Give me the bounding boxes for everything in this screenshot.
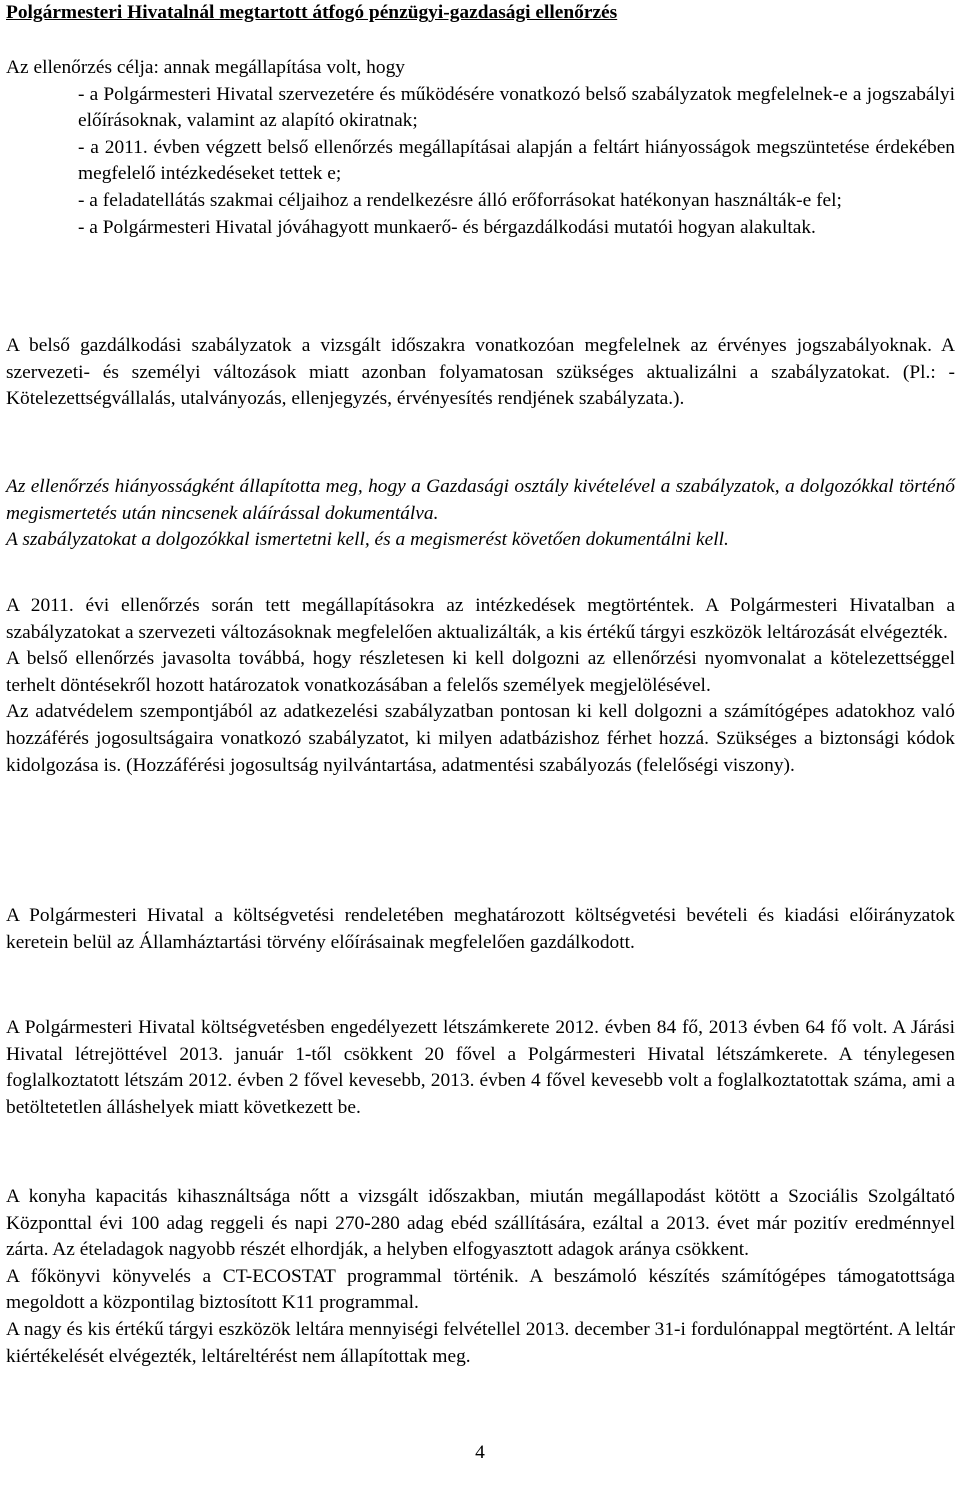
page-title: Polgármesteri Hivatalnál megtartott átfogó pénzügyi-gazdasági ellenőrzés (6, 2, 618, 23)
audit-goal-intro: Az ellenőrzés célja: annak megállapítása volt, hogy (6, 57, 405, 78)
section-headcount (6, 1015, 955, 1121)
audit-goal-item: - a Polgármesteri Hivatal jóváhagyott munkaerő- és bérgazdálkodási mutatói hogyan alakultak. (78, 216, 816, 238)
audit-goal-item: - a feladatellátás szakmai céljaihoz a rendelkezésre álló erőforrásokat hatékonyan használták-e fel; (78, 189, 842, 211)
section-budget (6, 903, 955, 956)
section-kitchen (6, 1184, 955, 1370)
section-findings (6, 474, 955, 554)
paragraph: A Polgármesteri Hivatal költségvetésben engedélyezett létszámkerete 2012. évben 84 fő, 2013 évben 64 fő volt. A Járási Hivatal létrejöttével 2013. január 1-től csökkent 20 fővel a Polgármesteri Hivatal létszámkerete. A ténylegesen foglalkoztatott létszám 2012. évben 2 fővel kevesebb, 2013. évben 4 fővel kevesebb volt a foglalkoztatottak száma, ami a betöltetetlen álláshelyek miatt következett be. (6, 1017, 955, 1118)
section-audit-goals (6, 55, 955, 241)
section-regulations (6, 333, 955, 413)
paragraph: A belső ellenőrzés javasolta továbbá, hogy részletesen ki kell dolgozni az ellenőrzési nyomvonalat a kötelezettséggel terhelt döntésekről hozott határozatok vonatkozásában a felelős személyek megjelölésével. (6, 648, 955, 696)
audit-goal-item: - a 2011. évben végzett belső ellenőrzés megállapításai alapján a feltárt hiányosságok megszüntetése érdekében megfelelő intézkedéseket tettek e; (78, 136, 955, 185)
paragraph: A főkönyvi könyvelés a CT-ECOSTAT programmal történik. A beszámoló készítés számítógépes támogatottsága megoldott a központilag biztosított K11 programmal. (6, 1265, 955, 1314)
paragraph: A nagy és kis értékű tárgyi eszközök leltára mennyiségi felvétellel 2013. december 31-i fordulónappal megtörtént. A leltár kiértékelését elvégezték, leltáreltérést nem állapítottak meg. (6, 1318, 955, 1367)
paragraph-italic: Az ellenőrzés hiányosságként állapította meg, hogy a Gazdasági osztály kivételével a szabályzatok, a dolgozókkal történő megismertetés után nincsenek aláírással dokumentálva. (6, 476, 955, 524)
paragraph: A Polgármesteri Hivatal a költségvetési rendeletében meghatározott költségvetési bevételi és kiadási előirányzatok keretein belül az Államháztartási törvény előírásainak megfelelően gazdálkodott. (6, 905, 955, 953)
paragraph: A konyha kapacitás kihasználtsága nőtt a vizsgált időszakban, miután megállapodást kötött a Szociális Szolgáltató Központtal évi 100 adag reggeli és napi 270-280 adag ebéd szállítására, ezáltal a 2013. évet már pozitív eredménnyel zárta. Az ételadagok nagyobb részét elhordják, a helyben elfogyasztott adagok aránya csökkent. (6, 1186, 955, 1261)
paragraph-italic: A szabályzatokat a dolgozókkal ismertetni kell, és a megismerést követően dokumentálni kell. (6, 529, 729, 551)
paragraph: A 2011. évi ellenőrzés során tett megállapításokra az intézkedések megtörténtek. A Polgármesteri Hivatalban a szabályzatokat a szervezeti változásoknak megfelelően aktualizálták, a kis értékű tárgyi eszközök leltározását elvégezték. (6, 595, 955, 643)
section-previous-audit (6, 593, 955, 779)
paragraph: Az adatvédelem szempontjából az adatkezelési szabályzatban pontosan ki kell dolgozni a számítógépes adatokhoz való hozzáférés jogosultságaira vonatkozó szabályzatot, ki milyen adatbázishoz férhet hozzá. Szükséges a biztonsági kódok kidolgozása is. (Hozzáférési jogosultság nyilvántartása, adatmentési szabályozás (felelőségi viszony). (6, 701, 955, 776)
audit-goal-item: - a Polgármesteri Hivatal szervezetére és működésére vonatkozó belső szabályzatok megfelelnek-e a jogszabályi előírásoknak, valamint az alapító okiratnak; (78, 83, 955, 132)
page-number: 4 (475, 1442, 485, 1463)
paragraph: A belső gazdálkodási szabályzatok a vizsgált időszakra vonatkozóan megfelelnek az érvényes jogszabályoknak. A szervezeti- és személyi változások miatt azonban folyamatosan szükséges aktualizálni a szabályzatokat. (Pl.: - Kötelezettségvállalás, utalványozás, ellenjegyzés, érvényesítés rendjének szabályzata.). (6, 335, 955, 410)
